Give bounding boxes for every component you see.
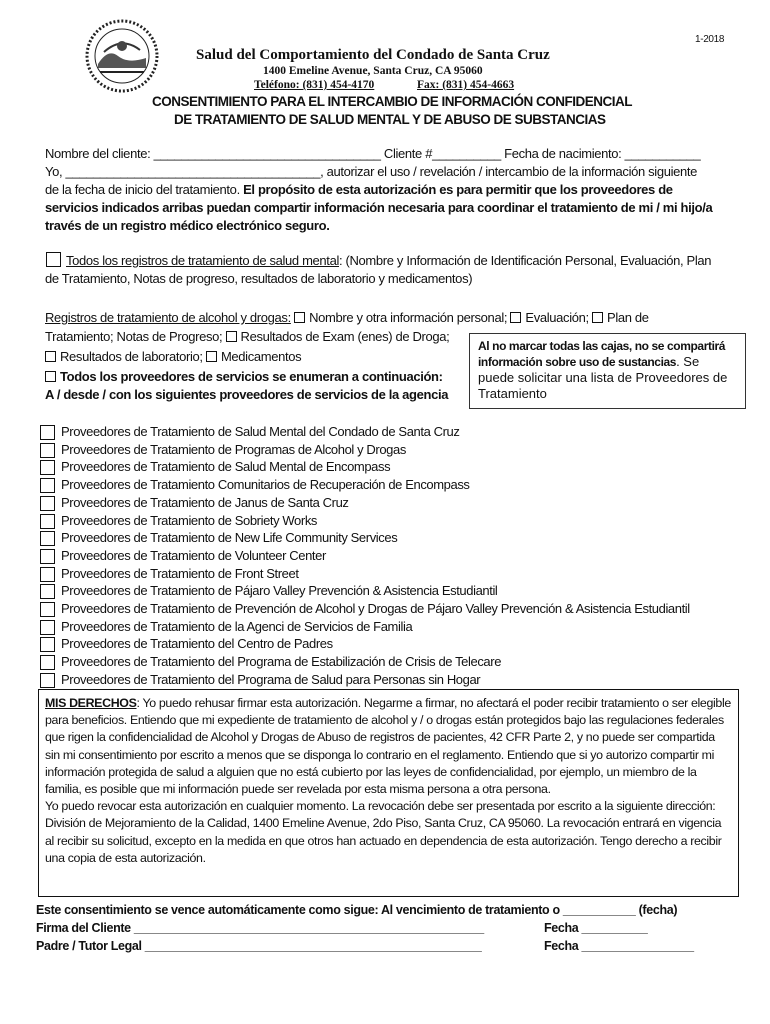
substance-options-line3: Resultados de laboratorio; Medicamentos [45,349,301,364]
provider-checkbox[interactable] [40,443,55,458]
form-code: 1-2018 [695,34,725,45]
provider-label: Proveedores de Tratamiento de New Life Community Services [61,530,398,546]
substance-options-line2: Tratamiento; Notas de Progreso; Resultados de Exam (enes) de Droga; [45,329,450,344]
provider-checkbox[interactable] [40,673,55,688]
provider-checkbox[interactable] [40,655,55,670]
provider-checkbox[interactable] [40,549,55,564]
rights-heading: MIS DERECHOS [45,696,137,710]
org-address: 1400 Emeline Avenue, Santa Cruz, CA 95060 [263,65,483,77]
provider-label: Proveedores de Tratamiento de Sobriety Works [61,512,318,528]
purpose-line2: servicios indicados arribas puedan compartir información necesaria para coordinar el tratamiento de mi / mi hijo/a [45,200,713,215]
expiry-line[interactable]: Este consentimiento se vence automáticamente como sigue: Al vencimiento de tratamiento o ___________ (fecha) [36,903,678,917]
substance-options-line1: Registros de tratamiento de alcohol y drogas: Nombre y otra información personal; Evaluación; Plan de [45,310,649,325]
all-providers-checkbox[interactable] [45,371,56,382]
guardian-signature-line[interactable]: Padre / Tutor Legal ___________________________________________________ [36,939,482,953]
my-rights-box [38,689,739,897]
provider-checkbox[interactable] [40,567,55,582]
client-date-line[interactable]: Fecha __________ [544,921,648,935]
provider-label: Proveedores de Tratamiento de Salud Mental del Condado de Santa Cruz [61,424,460,439]
provider-checkbox[interactable] [40,584,55,599]
provider-checkbox[interactable] [40,514,55,529]
provider-checkbox[interactable] [40,496,55,511]
provider-label: Proveedores de Tratamiento del Programa de Estabilización de Crisis de Telecare [61,654,502,670]
org-fax: Fax: (831) 454-4663 [417,79,515,91]
client-name-line[interactable]: Nombre del cliente: _________________________________ Cliente #__________ Fecha de nacimiento: ___________ [45,146,701,161]
provider-label: Proveedores de Tratamiento de Prevención de Alcohol y Drogas de Pájaro Valley Prevención & Asistencia Estudiantil [61,601,690,616]
client-signature-line[interactable]: Firma del Cliente _____________________________________________________ [36,921,484,935]
provider-label: Proveedores de Tratamiento del Centro de Padres [61,636,333,652]
provider-checkbox[interactable] [40,460,55,475]
purpose-line3: través de un registro médico electrónico seguro. [45,218,330,233]
rights-paragraph-1: : Yo puedo rehusar firmar esta autorización. Negarme a firmar, no afectará el poder recibir tratamiento o ser elegible para beneficios. Entiendo que mi expediente de tratamiento de alcohol y / o drogas están protegidos bajo las regulaciones federales que rigen la confidencialidad de Alcohol y Drogas de Abuso de registros de pacientes, 42 CFR Parte 2, y no puede ser compartida sin mi consentimiento por escrito a menos que se disponga lo contrario en el reglamento. Entiendo que si yo autorizo compartir mi información protegida de salud a alguien que no está cubierto por las leyes de confidencialidad, por ejemplo, un miembro de la familia, es posible que mi información puede ser revelada por esta misma persona a otra persona. [45,696,731,797]
provider-checkbox[interactable] [40,531,55,546]
provider-checkbox[interactable] [40,620,55,635]
mental-health-detail: de Tratamiento, Notas de progreso, resultados de laboratorio y medicamentos) [45,271,473,286]
name-info-checkbox[interactable] [294,312,305,323]
lab-results-checkbox[interactable] [45,351,56,362]
guardian-date-line[interactable]: Fecha _________________ [544,939,694,953]
form-title-line1: CONSENTIMIENTO PARA EL INTERCAMBIO DE INFORMACIÓN CONFIDENCIAL [152,94,633,109]
drug-exam-checkbox[interactable] [226,331,237,342]
authorization-line[interactable]: Yo, _____________________________________, autorizar el uso / revelación / intercambio de la información siguiente [45,164,698,179]
provider-label: Proveedores de Tratamiento de Pájaro Valley Prevención & Asistencia Estudiantil [61,583,498,599]
provider-checkbox[interactable] [40,425,55,440]
purpose-line1: de la fecha de inicio del tratamiento. El propósito de esta autorización es para permitir que los proveedores de [45,182,673,197]
provider-label: Proveedores de Tratamiento de la Agenci de Servicios de Familia [61,618,413,634]
org-name: Salud del Comportamiento del Condado de Santa Cruz [196,47,550,63]
county-seal-logo [84,18,160,94]
rights-paragraph-2: Yo puedo revocar esta autorización en cualquier momento. La revocación debe ser presentada por escrito a la siguiente dirección: División de Mejoramiento de la Calidad, 1400 Emeline Avenue, 2do Piso, Santa Cruz, CA 95060. La revocación entrará en vigencia al recibir su solicitud, excepto en la medida en que otros han actuado en dependencia de esta autorización. Tengo derecho a recibir una copia de esta autorización. [45,799,722,865]
medications-checkbox[interactable] [206,351,217,362]
provider-label: Proveedores de Tratamiento del Programa de Salud para Personas sin Hogar [61,671,481,687]
org-phone: Teléfono: (831) 454-4170 [254,79,375,91]
provider-label: Proveedores de Tratamiento de Janus de Santa Cruz [61,494,349,510]
provider-label: Proveedores de Tratamiento de Front Street [61,565,299,581]
provider-label: Proveedores de Tratamiento Comunitarios de Recuperación de Encompass [61,477,470,493]
to-from-line: A / desde / con los siguientes proveedores de servicios de la agencia [45,387,449,402]
provider-checkbox[interactable] [40,637,55,652]
form-title-line2: DE TRATAMIENTO DE SALUD MENTAL Y DE ABUSO DE SUBSTANCIAS [174,112,606,127]
treatment-plan-checkbox[interactable] [592,312,603,323]
evaluation-checkbox[interactable] [510,312,521,323]
all-providers-option: Todos los proveedores de servicios se enumeran a continuación: [45,369,443,384]
provider-checkbox[interactable] [40,602,55,617]
provider-checkbox[interactable] [40,478,55,493]
substance-note-box: Al no marcar todas las cajas, no se compartirá información sobre uso de sustancias. Se puede solicitar una lista de Proveedores de Tratamiento [469,333,746,409]
provider-label: Proveedores de Tratamiento de Volunteer Center [61,547,326,563]
provider-label: Proveedores de Tratamiento de Salud Mental de Encompass [61,459,391,475]
mental-health-option: Todos los registros de tratamiento de salud mental: (Nombre y Información de Identificación Personal, Evaluación, Plan [66,253,712,268]
mental-health-checkbox[interactable] [46,252,61,267]
provider-label: Proveedores de Tratamiento de Programas de Alcohol y Drogas [61,441,406,457]
